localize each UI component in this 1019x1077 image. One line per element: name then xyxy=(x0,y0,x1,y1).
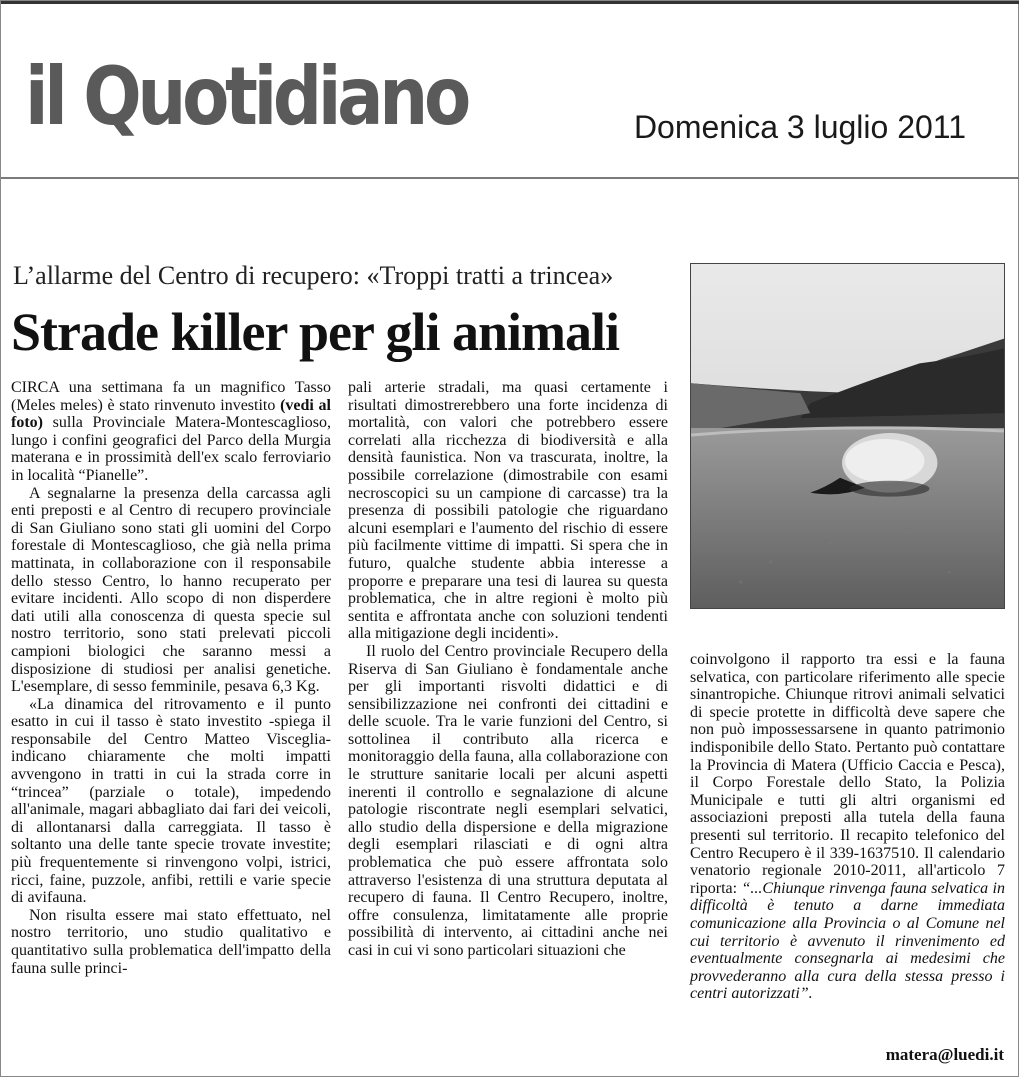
paragraph: Il ruolo del Centro provinciale Recupero della Riserva di San Giuliano è fondamentale anche per gli importanti risvolti didattici e di sensibilizzazione nei confronti dei cittadini e delle scuole. Tra le varie funzioni del Centro, si sottolinea il contributo alla ricerca e monitoraggio della fauna, alla collaborazione con le strutture sanitarie locali per alcuni aspetti inerenti il controllo e segnalazione di alcune patologie riscontrate negli esemplari selvatici, allo studio della dispersione e della migrazione degli esemplari rilasciati e di ogni altra problematica che può essere affrontata solo attraverso l'esistenza di una struttura deputata al recupero di fauna. Il Centro Recupero, inoltre, offre consulenza, limitatamente alle proprie possibilità di intervento, ai cittadini anche nei casi in cui vi sono particolari situazioni che xyxy=(348,642,668,959)
masthead xyxy=(1,1,1019,179)
badger-on-road-photo-icon xyxy=(691,264,1004,608)
paragraph: «La dinamica del ritrovamento e il punto esatto in cui il tasso è stato investito -spiega il responsabile del Centro Matteo Visceglia- indicano chiaramente che molti impatti avvengono in tratti in cui la strada corre in “trincea” (parziale o totale), impedendo all'animale, magari abbagliato dai fari dei veicoli, di allontanarsi dalla carreggiata. Il tasso è soltanto una delle tante specie trovate investite; più frequentemente si rinvengono volpi, istrici, ricci, faine, puzzole, anfibi, rettili e varie specie di avifauna. xyxy=(11,695,331,907)
author-email: matera@luedi.it xyxy=(885,1045,1004,1064)
photo-reference: (vedi al foto) xyxy=(11,396,332,432)
law-quote: “...Chiunque rinvenga fauna selvatica in difficoltà è tenuto a darne immediata comunicazione alla Provincia o al Comune nel cui territorio è avvenuto il rinvenimento ed eventualmente consegnarla ai medesimi che provvederanno alla cura della stessa presso i centri autorizzati”. xyxy=(690,879,1006,1003)
article-headline: Strade killer per gli animali xyxy=(11,302,620,362)
newspaper-logo: il Quotidiano xyxy=(25,50,467,143)
paragraph xyxy=(11,379,331,485)
masthead-rule xyxy=(1,1,1019,4)
paragraph: pali arterie stradali, ma quasi certamente i risultati dimostrerebbero una forte incidenza di mortalità, con valori che potrebbero essere correlati alla ricchezza di biodiversità e alla densità faunistica. Non va trascurata, inoltre, la possibile correlazione (dimostrabile con esami necroscopici su un campione di carcasse) tra la presenza di possibili patologie che riguardano alcuni esemplari e l'aumento del rischio di essere più facilmente vittime di impatti. Si spera che in futuro, qualche studente abbia interesse a proporre e preparare una tesi di laurea su questa problematica, che in altre regioni è molto più sentita e affrontata anche con soluzioni tendenti alla mitigazione degli incidenti». xyxy=(348,379,668,643)
article-overline: L’allarme del Centro di recupero: «Troppi tratti a trincea» xyxy=(13,261,614,290)
paragraph xyxy=(690,651,1005,1003)
article-column-1 xyxy=(11,379,331,977)
article-column-2 xyxy=(348,379,668,960)
paragraph-text: coinvolgono il rapporto tra essi e la fauna selvatica, con particolare riferimento alle specie sinantropiche. Chiunque ritrovi animali selvatici di specie protette in difficoltà deve sapere che non può impossessarsene in quanto patrimonio indisponibile dello Stato. Pertanto può contattare la Provincia di Matera (Ufficio Caccia e Pesca), il Corpo Forestale dello Stato, la Polizia Municipale e tutti gli altri organismi ed associazioni preposti alla tutela della fauna presenti sul territorio. Il recapito telefonico del Centro Recupero è il 339-1637510. Il calendario venatorio regionale 2010-2011, all'articolo 7 riporta: xyxy=(690,651,1005,897)
paragraph: A segnalarne la presenza della carcassa agli enti preposti e al Centro di recupero provinciale di San Giuliano sono stati gli uomini del Corpo forestale di Montescaglioso, che già nella prima mattinata, in collaborazione con il responsabile dello stesso Centro, lo hanno recuperato per evitare incidenti. Allo scopo di non disperdere dati utili alla conoscenza di questa specie sul nostro territorio, sono stati prelevati piccoli campioni biologici che saranno messi a disposizione di studiosi per analisi genetiche. L'esemplare, di sesso femminile, pesava 6,3 Kg. xyxy=(11,484,331,696)
paragraph-text: sulla Provinciale Matera-Montescaglioso, lungo i confini geografici del Parco della Murgia materana e in prossimità dell'ex scalo ferroviario in località “Pianelle”. xyxy=(11,414,331,484)
publication-date: Domenica 3 luglio 2011 xyxy=(633,109,966,145)
paragraph: Non risulta essere mai stato effettuato, nel nostro territorio, uno studio qualitativo e quantitativo sulla problematica dell'impatto della fauna sulle princi- xyxy=(11,906,331,977)
article-photo xyxy=(690,263,1005,609)
paragraph-text: CIRCA una settimana fa un magnifico Tasso (Meles meles) è stato rinvenuto investito xyxy=(11,379,331,414)
article-column-3 xyxy=(690,651,1005,1003)
